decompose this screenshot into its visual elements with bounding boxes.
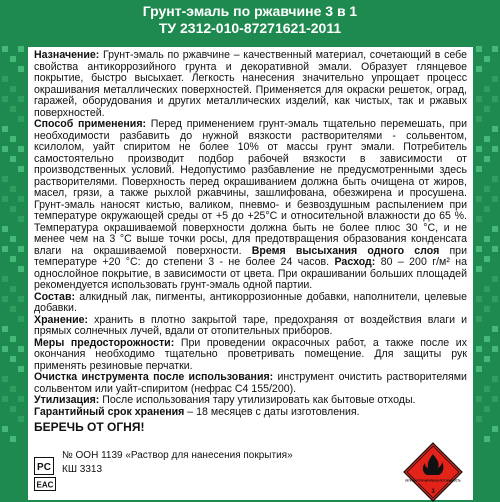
- cleaning-paragraph: [34, 372, 467, 395]
- decor-square: [2, 396, 8, 402]
- decor-square: [18, 346, 24, 352]
- decor-square: [476, 166, 482, 172]
- decor-square: [18, 196, 24, 202]
- method-text: Перед применением грунт-эмаль тщательно перемешать, при необходимости разбавить до нужной вязкости растворителями - сольвентом, ксилолом, уайт спиритом не более 10% от массы грунт эмали. Потребитель самостоятельно производит подбор рабочей вязкости в зависимости от производственных условий. Недопустимо разбавление не предусмотренными здесь растворителями. Поверхность перед окрашиванием должна быть очищена от жиров, масел, грязи, а также рыхлой ржавчины, зашлифована, обезжирена и просушена. Грунт-эмаль наносят кистью, валиком, пневмо- и безвоздушным распылением при температуре окружающей среды от +5 до +25°С и относительной влажности до 65 %. Температура окрашиваемой поверхности должна быть не более плюс 30 °С, и не менее чем на 3 °С выше точки росы, для предотвращения образования конденсата влаги на окрашиваемой поверхности.: [34, 118, 467, 257]
- shelf-paragraph: [34, 407, 467, 419]
- decor-square: [492, 76, 498, 82]
- decor-square: [484, 106, 490, 112]
- decor-square: [484, 386, 490, 392]
- decor-square: [2, 296, 8, 302]
- decor-square: [492, 96, 498, 102]
- decor-square: [10, 236, 16, 242]
- storage-paragraph: [34, 315, 467, 338]
- eac-mark-text: EAC: [36, 480, 54, 490]
- page-title: [0, 3, 500, 37]
- cleaning-text: инструмент очистить растворителями сольвентом или уайт-спиритом (нефрас С4 155/200).: [34, 371, 467, 395]
- decor-square: [2, 176, 8, 182]
- decor-square: [10, 386, 16, 392]
- hazard-class: 3: [431, 489, 435, 495]
- decor-square: [18, 216, 24, 222]
- decor-square: [484, 436, 490, 442]
- decor-square: [492, 296, 498, 302]
- safety-label: Меры предосторожности:: [34, 336, 175, 349]
- decor-square: [476, 396, 482, 402]
- decor-square: [18, 166, 24, 172]
- composition-label: Состав:: [34, 290, 75, 303]
- decor-square: [476, 146, 482, 152]
- decor-square: [2, 346, 8, 352]
- decor-square: [10, 256, 16, 262]
- purpose-paragraph: [34, 50, 467, 119]
- eac-icon: [34, 477, 56, 491]
- drying-text: при температуре +20 °С: до степени 3 - не более 24 часов.: [34, 244, 467, 268]
- decor-square: [2, 46, 8, 52]
- hazard-label: ЛЕГКОВОСПЛАМЕНЯЮЩАЯСЯ ЖИДКОСТЬ: [405, 479, 461, 483]
- safety-paragraph: [34, 338, 467, 373]
- decor-square: [484, 236, 490, 242]
- decor-square: [10, 86, 16, 92]
- decor-square: [484, 356, 490, 362]
- cleaning-label: Очистка инструмента после использования:: [34, 371, 274, 383]
- decor-square: [2, 196, 8, 202]
- decor-square: [476, 116, 482, 122]
- decor-square: [476, 196, 482, 202]
- storage-label: Хранение:: [34, 313, 89, 326]
- decor-square: [2, 326, 8, 332]
- decor-square: [492, 396, 498, 402]
- ksh-line: КШ 3313: [62, 464, 103, 475]
- decor-square: [484, 256, 490, 262]
- decor-square: [492, 376, 498, 382]
- decor-square: [18, 396, 24, 402]
- cert-mark-text: PC: [37, 462, 51, 473]
- decor-square: [484, 286, 490, 292]
- decor-square: [18, 266, 24, 272]
- decor-square: [10, 306, 16, 312]
- decor-square: [18, 296, 24, 302]
- title-line-1: Грунт-эмаль по ржавчине 3 в 1: [142, 3, 358, 19]
- decor-square: [10, 206, 16, 212]
- decor-square: [476, 296, 482, 302]
- decor-square: [10, 186, 16, 192]
- decor-square: [484, 186, 490, 192]
- decor-square: [492, 226, 498, 232]
- label-panel: [28, 47, 473, 500]
- decor-square: [10, 136, 16, 142]
- composition-paragraph: [34, 292, 467, 315]
- drying-label: Время высыхания одного слоя: [251, 244, 440, 257]
- decor-square: [476, 266, 482, 272]
- decor-square: [18, 66, 24, 72]
- decor-square: [484, 136, 490, 142]
- decor-square: [476, 216, 482, 222]
- footer-text: [62, 449, 362, 477]
- decor-square: [10, 286, 16, 292]
- decor-square: [10, 356, 16, 362]
- decor-square: [492, 326, 498, 332]
- decor-square: [476, 346, 482, 352]
- decor-square: [10, 406, 16, 412]
- decor-square: [492, 346, 498, 352]
- decor-square: [10, 56, 16, 62]
- decor-square: [484, 406, 490, 412]
- decor-square: [2, 276, 8, 282]
- method-paragraph: [34, 119, 467, 292]
- decor-square: [476, 96, 482, 102]
- decor-square: [10, 106, 16, 112]
- decor-square: [18, 116, 24, 122]
- purpose-label: Назначение:: [34, 49, 100, 61]
- decor-square: [10, 336, 16, 342]
- disposal-text: После использования тару утилизировать как бытовые отходы.: [99, 394, 416, 406]
- safety-text: При проведении окрасочных работ, а также после их окончания необходимо тщательно проветривать помещение. Для защиты рук применять резиновые перчатки.: [34, 336, 467, 372]
- decor-square: [492, 246, 498, 252]
- decor-square: [2, 146, 8, 152]
- decor-square: [2, 96, 8, 102]
- decor-square: [476, 366, 482, 372]
- decor-square: [476, 246, 482, 252]
- decor-square: [18, 246, 24, 252]
- disposal-label: Утилизация:: [34, 394, 100, 406]
- decor-square: [484, 56, 490, 62]
- left-decor: [0, 42, 28, 462]
- un-number-line: № ООН 1139 «Раствор для нанесения покрытия»: [62, 450, 293, 461]
- decor-square: [2, 226, 8, 232]
- decor-square: [10, 156, 16, 162]
- decor-square: [492, 176, 498, 182]
- decor-square: [18, 316, 24, 322]
- shelf-text: – 18 месяцев с даты изготовления.: [184, 405, 360, 418]
- decor-square: [18, 146, 24, 152]
- method-label: Способ применения:: [34, 118, 147, 130]
- decor-square: [2, 426, 8, 432]
- decor-square: [476, 46, 482, 52]
- flammable-hazard-icon: [403, 442, 463, 502]
- decor-square: [18, 96, 24, 102]
- decor-square: [476, 416, 482, 422]
- title-line-2: ТУ 2312-010-87271621-2011: [158, 20, 342, 36]
- consumption-text: 80 – 200 г/м² на однослойное покрытие, в зависимости от цвета. При окрашивании больших площадей рекомендуется использовать грунт-эмаль одной партии.: [34, 256, 467, 291]
- purpose-text: Грунт-эмаль по ржавчине – качественный материал, сочетающий в себе свойства антикоррозийного грунта и декоративной эмали. Образует глянцевое покрытие, быстро высыхает. Легкость нанесения значительно упрощает процесс окрашивания металлических поверхностей. Применяется для окраски решеток, оград, гаражей, оборудования и других металлических изделий, как чистых, так и ржавых поверхностей.: [34, 49, 467, 119]
- decor-square: [18, 366, 24, 372]
- decor-square: [18, 416, 24, 422]
- decor-square: [2, 76, 8, 82]
- fire-warning: БЕРЕЧЬ ОТ ОГНЯ!: [34, 420, 145, 434]
- decor-square: [492, 276, 498, 282]
- decor-square: [2, 126, 8, 132]
- decor-square: [484, 86, 490, 92]
- decor-square: [492, 146, 498, 152]
- decor-square: [492, 126, 498, 132]
- right-decor: [472, 42, 500, 462]
- decor-square: [484, 206, 490, 212]
- consumption-label: Расход:: [334, 256, 376, 268]
- decor-square: [484, 306, 490, 312]
- decor-square: [2, 246, 8, 252]
- shelf-label: Гарантийный срок хранения: [34, 405, 185, 418]
- decor-square: [492, 426, 498, 432]
- decor-square: [2, 376, 8, 382]
- decor-square: [476, 316, 482, 322]
- decor-square: [492, 46, 498, 52]
- decor-square: [484, 336, 490, 342]
- decor-square: [492, 196, 498, 202]
- composition-text: алкидный лак, пигменты, антикоррозионные добавки, наполнители, целевые добавки.: [34, 290, 467, 314]
- certification-icon: [34, 457, 54, 475]
- decor-square: [10, 436, 16, 442]
- decor-square: [476, 66, 482, 72]
- decor-square: [484, 156, 490, 162]
- decor-square: [18, 46, 24, 52]
- storage-text: хранить в плотно закрытой таре, предохраняя от воздействия влаги и прямых солнечных лучей, вдали от отопительных приборов.: [34, 313, 467, 337]
